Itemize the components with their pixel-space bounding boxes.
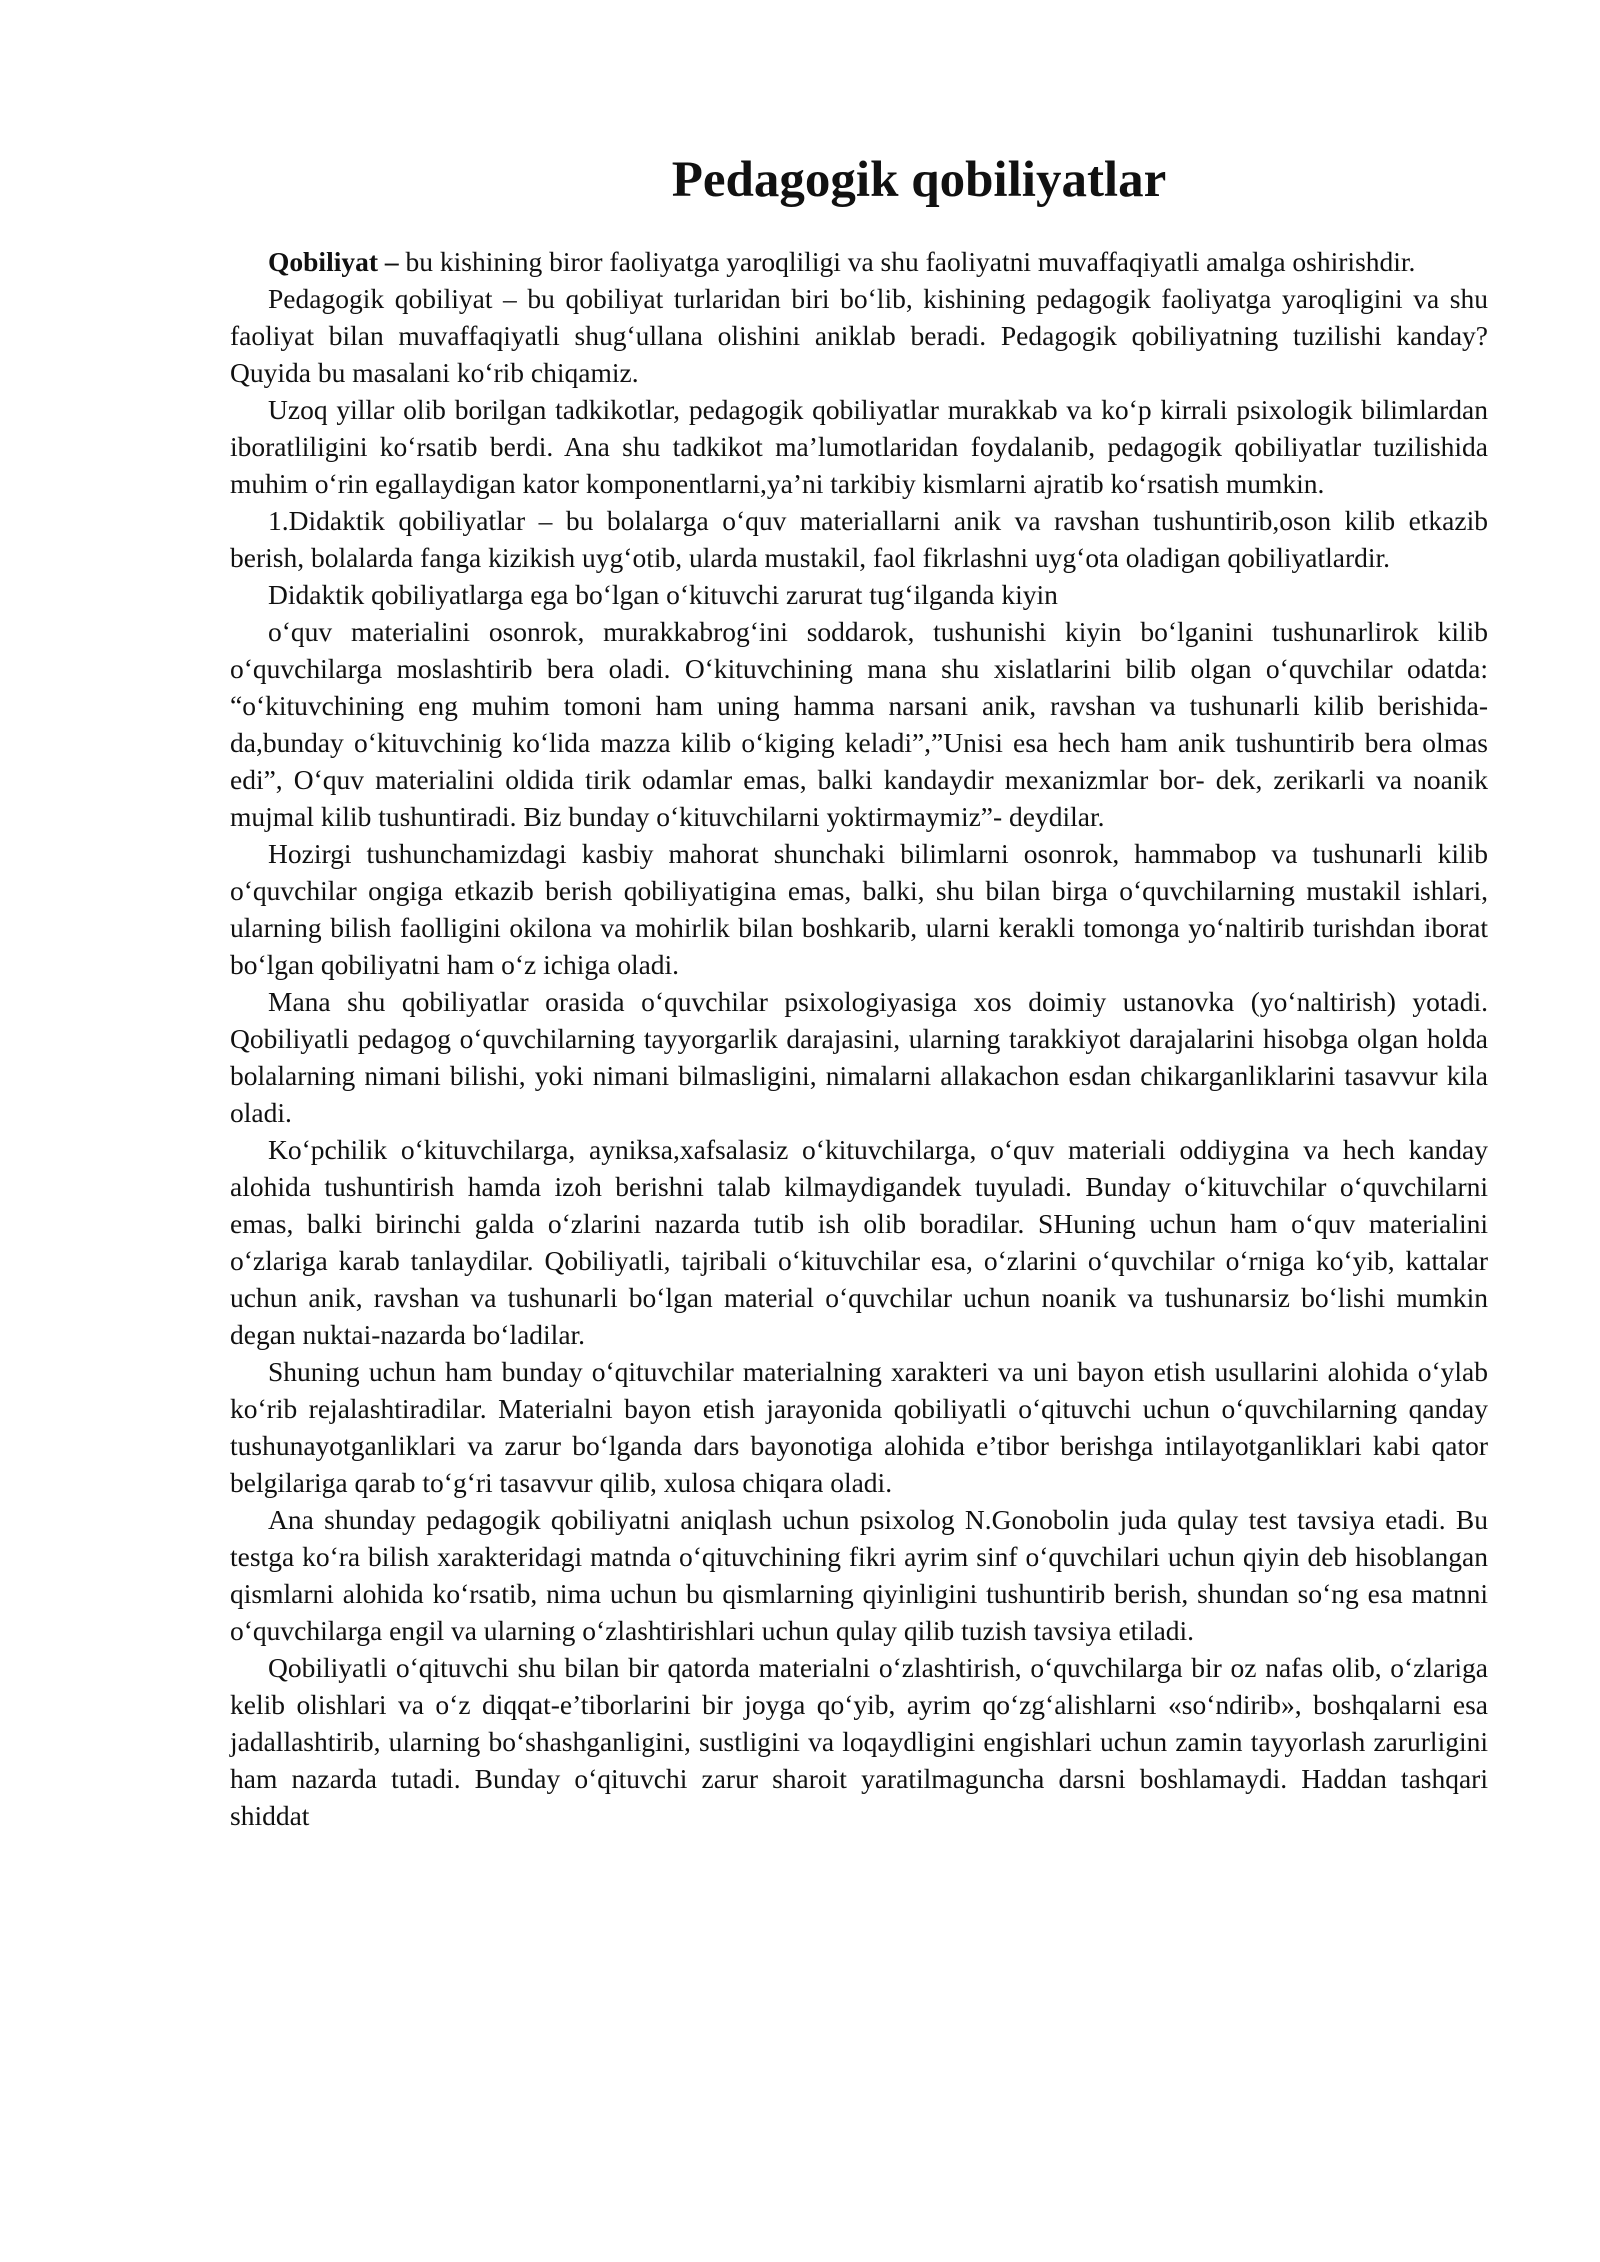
- page-title: Pedagogik qobiliyatlar: [671, 152, 1167, 208]
- paragraph-4: 1.Didaktik qobiliyatlar – bu bolalarga o‘quv materiallarni anik va ravshan tushuntirib,oson kilib etkazib berish, bolalarda fanga kizikish uyg‘otib, ularda mustakil, faol fikrlashni uyg‘ota oladigan qobiliyatlardir.: [230, 505, 1488, 574]
- paragraph-6: o‘quv materialini osonrok, murakkabrog‘ini soddarok, tushunishi kiyin bo‘lganini tushunarlirok kilib o‘quvchilarga moslashtirib bera oladi. O‘kituvchining mana shu xislatlarini bilib olgan o‘quvchilar odatda: “o‘kituvchining eng muhim tomoni ham uning hamma narsani anik, ravshan va tushunarli kilib berishida-da,bunday o‘kituvchinig ko‘lida mazza kilib o‘kiging keladi”,”Unisi esa hech ham anik tushuntirib bera olmas edi”, O‘quv materialini oldida tirik odamlar emas, balki kandaydir mexanizmlar bor- dek, zerikarli va noanik mujmal kilib tushuntiradi. Biz bunday o‘kituvchilarni yoktirmaymiz”- deydilar.: [230, 616, 1488, 833]
- paragraph-7: Hozirgi tushunchamizdagi kasbiy mahorat shunchaki bilimlarni osonrok, hammabop va tushunarli kilib o‘quvchilar ongiga etkazib berish qobiliyatigina emas, balki, shu bilan birga o‘quvchilarning mustakil ishlari, ularning bilish faolligini okilona va mohirlik bilan boshkarib, ularni kerakli tomonga yo‘naltirib turishdan iborat bo‘lgan qobiliyatni ham o‘z ichiga oladi.: [230, 838, 1488, 981]
- paragraph-1: [230, 243, 1488, 280]
- paragraph-8: Mana shu qobiliyatlar orasida o‘quvchilar psixologiyasiga xos doimiy ustanovka (yo‘naltirish) yotadi. Qobiliyatli pedagog o‘quvchilarning tayyorgarlik darajasini, ularning tarakkiyot darajalarini hisobga olgan holda bolalarning nimani bilishi, yoki nimani bilmasligini, nimalarni allakachon esdan chikarganliklarini tasavvur kila oladi.: [230, 986, 1488, 1129]
- paragraph-10: Shuning uchun ham bunday o‘qituvchilar materialning xarakteri va uni bayon etish usullarini alohida o‘ylab ko‘rib rejalashtiradilar. Materialni bayon etish jarayonida qobiliyatli o‘qituvchi uchun o‘quvchilarning qanday tushunayotganliklari va zarur bo‘lganda dars bayonotiga alohida e’tibor berishga intilayotganliklari kabi qator belgilariga qarab to‘g‘ri tasavvur qilib, xulosa chiqara oladi.: [230, 1356, 1488, 1499]
- paragraph-9: Ko‘pchilik o‘kituvchilarga, ayniksa,xafsalasiz o‘kituvchilarga, o‘quv materiali oddiygina va hech kanday alohida tushuntirish hamda izoh berishni talab kilmaydigandek tuyuladi. Bunday o‘kituvchilar o‘quvchilarni emas, balki birinchi galda o‘zlarini nazarda tutib ish olib boradilar. SHuning uchun ham o‘quv materialini o‘zlariga karab tanlaydilar. Qobiliyatli, tajribali o‘kituvchilar esa, o‘zlarini o‘quvchilar o‘rniga ko‘yib, kattalar uchun anik, ravshan va tushunarli bo‘lgan material o‘quvchilar uchun noanik va tushunarsiz bo‘lishi mumkin degan nuktai-nazarda bo‘ladilar.: [230, 1134, 1488, 1351]
- paragraph-2: Pedagogik qobiliyat – bu qobiliyat turlaridan biri bo‘lib, kishining pedagogik faoliyatga yaroqligini va shu faoliyat bilan muvaffaqiyatli shug‘ullana olishini aniklab beradi. Pedagogik qobiliyatning tuzilishi kanday? Quyida bu masalani ko‘rib chiqamiz.: [230, 283, 1488, 389]
- paragraph-11: Ana shunday pedagogik qobiliyatni aniqlash uchun psixolog N.Gonobolin juda qulay test tavsiya etadi. Bu testga ko‘ra bilish xarakteridagi matnda o‘qituvchining fikri ayrim sinf o‘quvchilari uchun qiyin deb hisoblangan qismlarni alohida ko‘rsatib, nima uchun bu qismlarning qiyinligini tushuntirib berish, shundan so‘ng esa matnni o‘quvchilarga engil va ularning o‘zlashtirishlari uchun qulay qilib tuzish tavsiya etiladi.: [230, 1504, 1488, 1647]
- paragraph-5: Didaktik qobiliyatlarga ega bo‘lgan o‘kituvchi zarurat tug‘ilganda kiyin: [268, 579, 1058, 611]
- document-page: [230, 150, 1488, 1834]
- paragraph-12: Qobiliyatli o‘qituvchi shu bilan bir qatorda materialni o‘zlashtirish, o‘quvchilarga bir oz nafas olib, o‘zlariga kelib olishlari va o‘z diqqat-e’tiborlarini bir joyga qo‘yib, ayrim qo‘zg‘alishlarni «so‘ndirib», boshqalarni esa jadallashtirib, ularning bo‘shashganligini, sustligini va loqaydligini engishlari uchun zamin tayyorlash zarurligini ham nazarda tutadi. Bunday o‘qituvchi zarur sharoit yaratilmaguncha darsni boshlamaydi. Haddan tashqari shiddat: [230, 1652, 1488, 1832]
- paragraph-1-text: bu kishining biror faoliyatga yaroqliligi va shu faoliyatni muvaffaqiyatli amalga oshirishdir.: [398, 246, 1416, 278]
- paragraph-3: Uzoq yillar olib borilgan tadkikotlar, pedagogik qobiliyatlar murakkab va ko‘p kirrali psixologik bilimlardan iboratliligini ko‘rsatib berdi. Ana shu tadkikot ma’lumotlaridan foydalanib, pedagogik qobiliyatlar tuzilishida muhim o‘rin egallaydigan kator komponentlarni,ya’ni tarkibiy kismlarni ajratib ko‘rsatish mumkin.: [230, 394, 1488, 500]
- term-qobiliyat: Qobiliyat –: [268, 246, 399, 278]
